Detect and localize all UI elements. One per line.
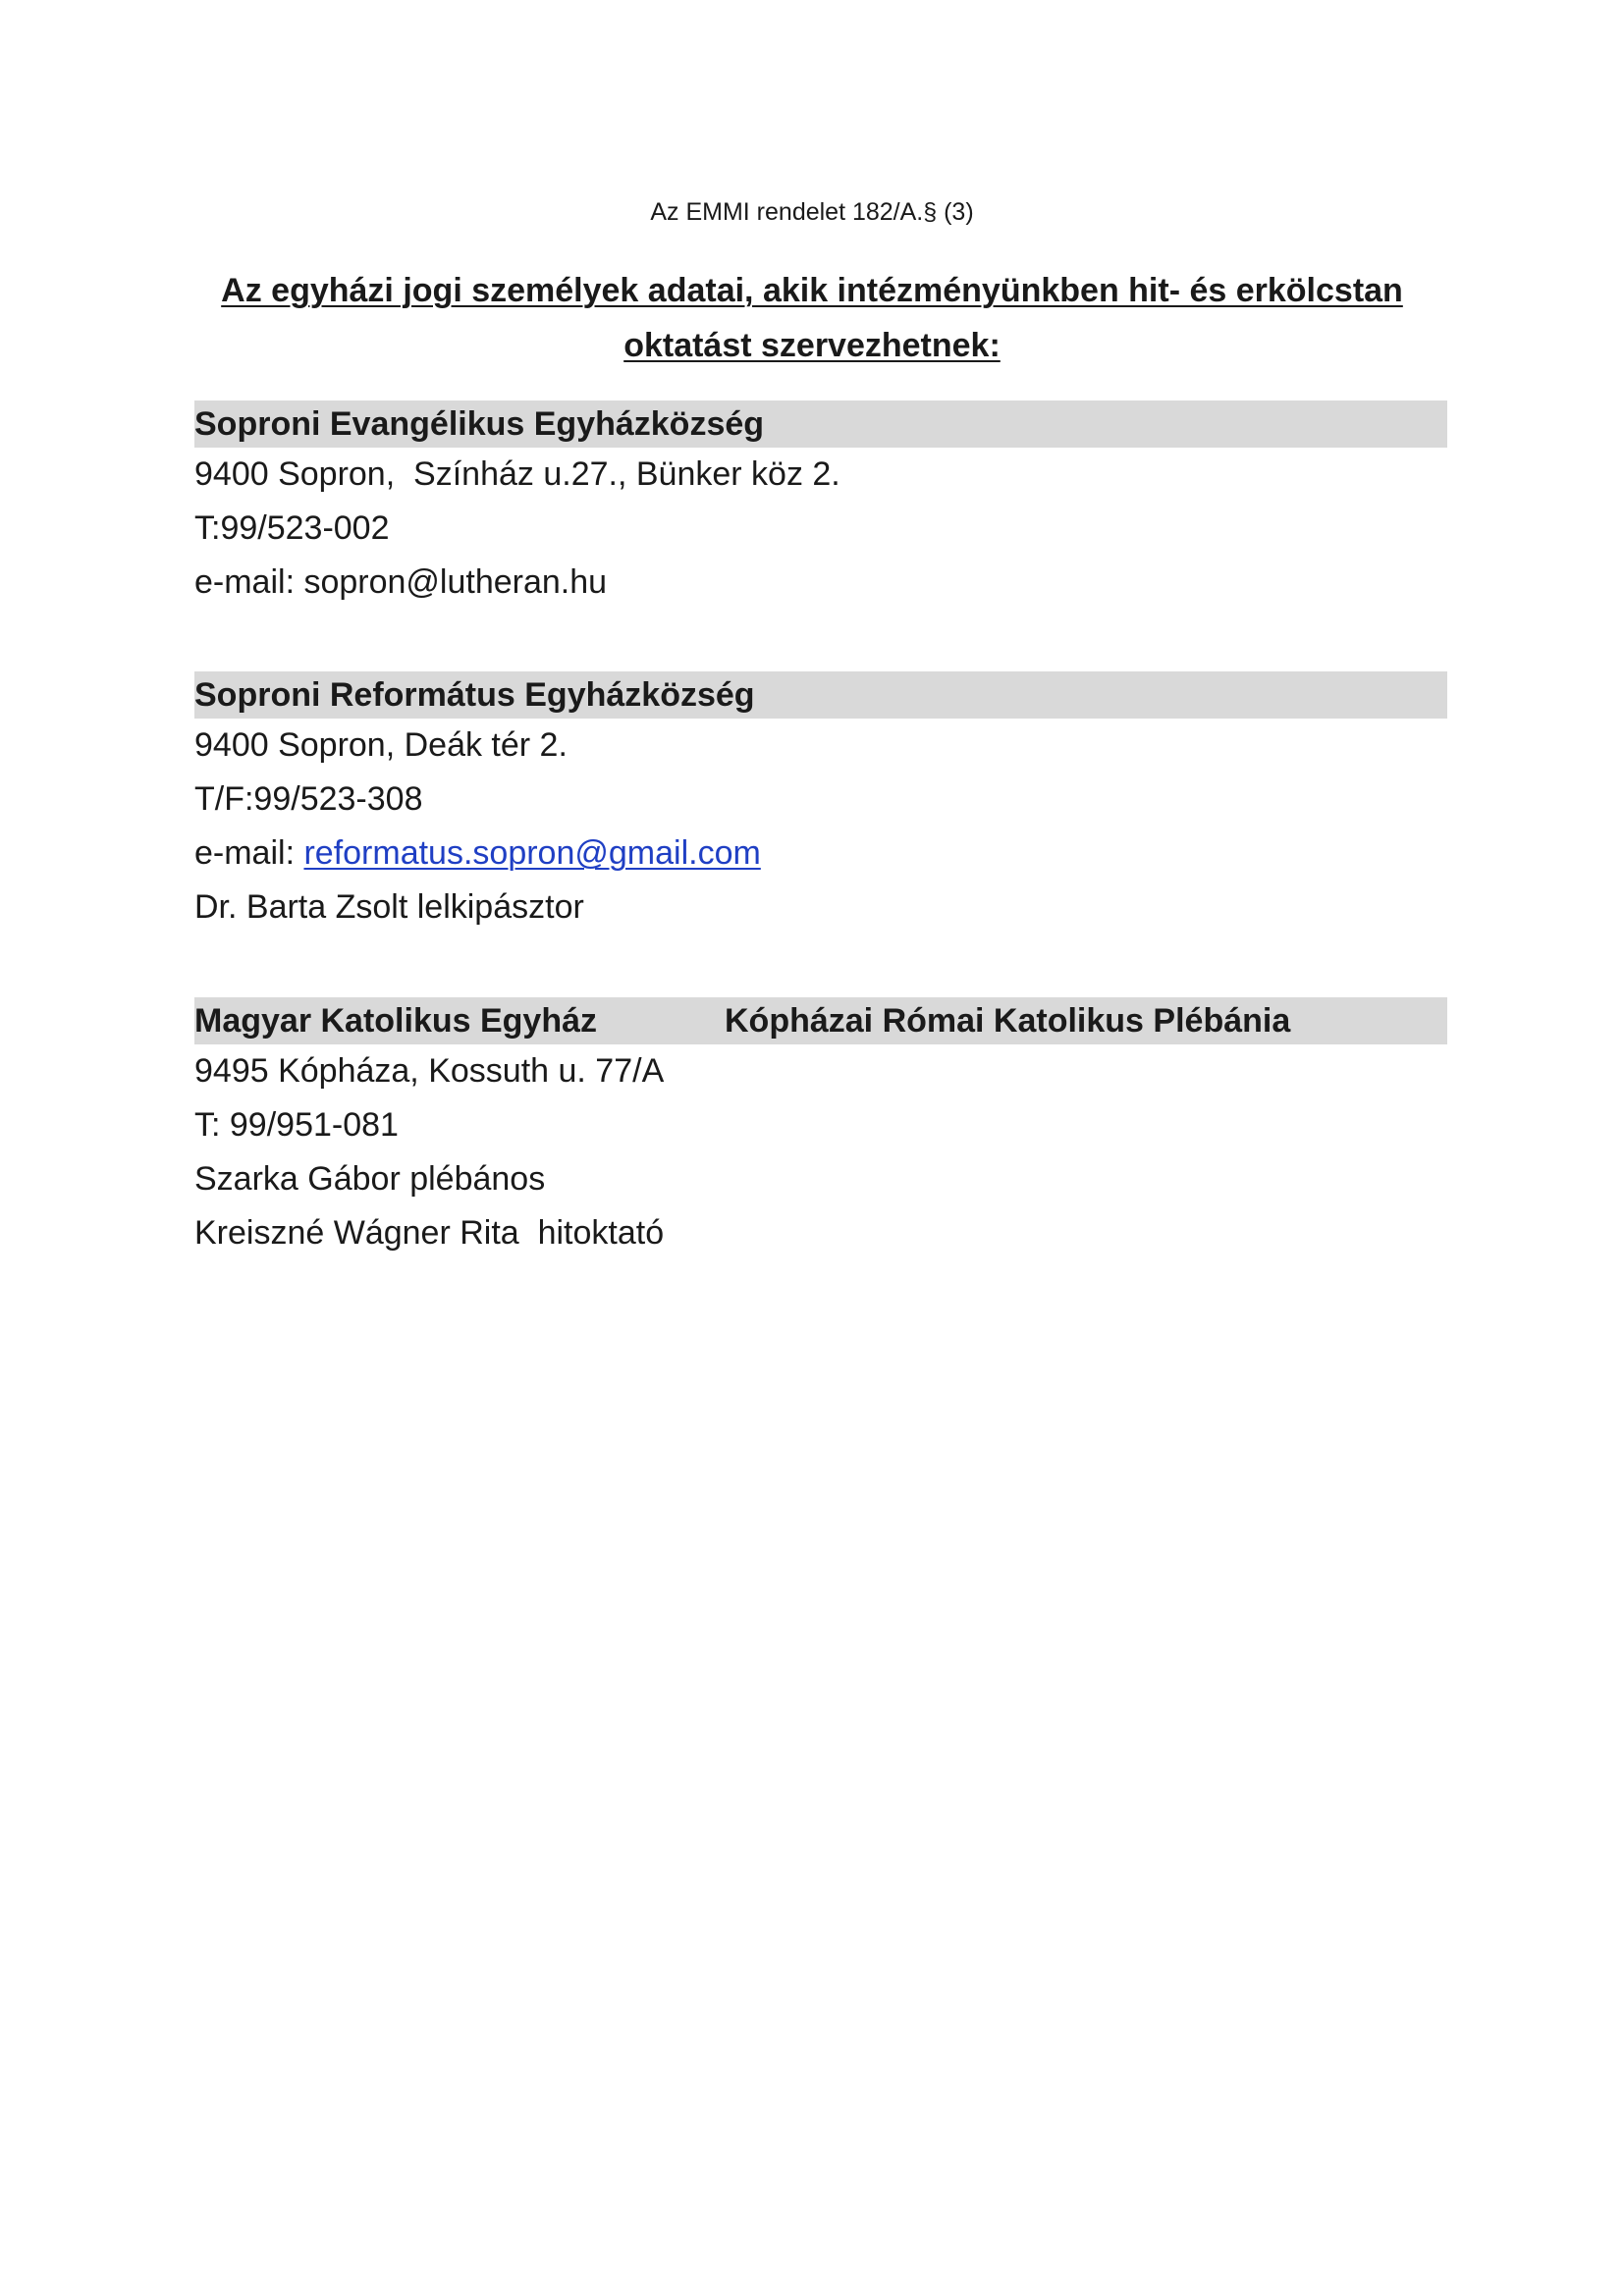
contact-line-priest: Szarka Gábor plébános [194,1160,546,1198]
page-title-line-1: Az egyházi jogi személyek adatai, akik intézményünkben hit- és erkölcstan [221,272,1403,309]
address-line: 9400 Sopron, Deák tér 2. [194,726,568,764]
page-title-line-2: oktatást szervezhetnek: [623,327,1001,364]
section-title: Soproni Református Egyházközség [194,676,755,714]
section-title: Soproni Evangélikus Egyházközség [194,405,765,443]
email-label: e-mail: [194,834,304,872]
section-catholic [194,997,1447,1260]
email-line: e-mail: sopron@lutheran.hu [194,563,608,601]
contact-line: Dr. Barta Zsolt lelkipásztor [194,888,584,926]
regulation-reference: Az EMMI rendelet 182/A.§ (3) [650,198,974,226]
page-title [196,263,1428,373]
phone-line: T:99/523-002 [194,509,390,547]
section-header [194,671,1447,719]
section-header [194,400,1447,448]
section-reformed [194,671,1447,934]
section-evangelical [194,400,1447,610]
email-line [194,827,1447,881]
address-line: 9400 Sopron, Színház u.27., Bünker köz 2. [194,455,840,493]
phone-line: T/F:99/523-308 [194,780,423,818]
address-line: 9495 Kópháza, Kossuth u. 77/A [194,1052,665,1090]
section-subtitle-parish: Kópházai Római Katolikus Plébánia [725,1002,1291,1040]
contact-line-teacher: Kreiszné Wágner Rita hitoktató [194,1214,665,1252]
phone-line: T: 99/951-081 [194,1106,399,1144]
email-link[interactable]: reformatus.sopron@gmail.com [303,834,761,872]
section-title: Magyar Katolikus Egyház [194,1002,598,1040]
section-header [194,997,1447,1044]
